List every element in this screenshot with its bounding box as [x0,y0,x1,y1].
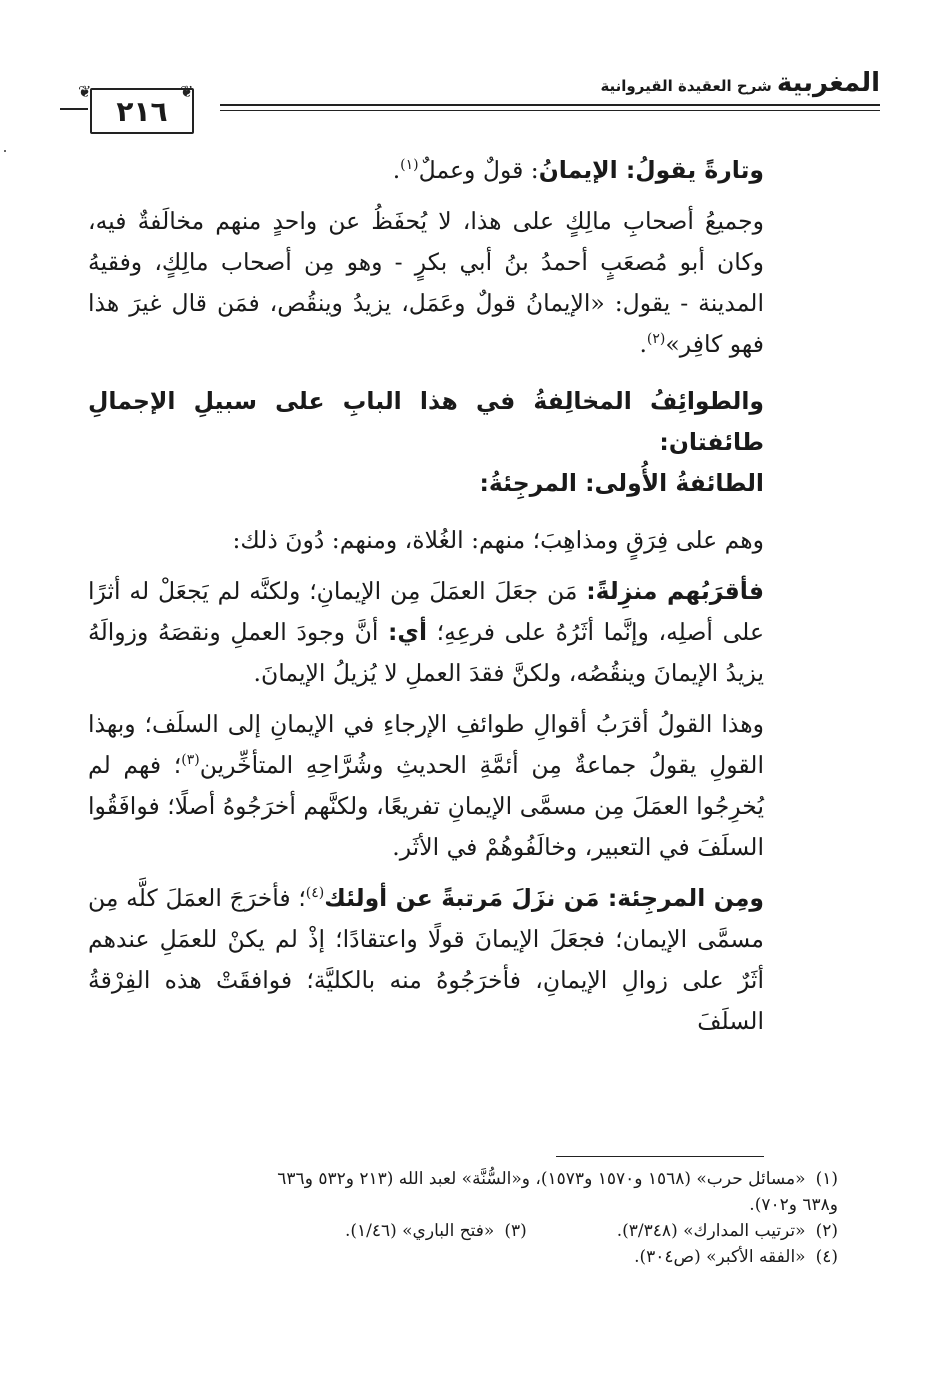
paragraph-6 [88,878,764,1042]
section-heading-1: والطوائِفُ المخالِفةُ في هذا البابِ على سبيلِ الإجمالِ طائفتان: [88,387,764,456]
paragraph-6-text: ؛ فأخرَجَ العمَلَ كلَّه مِن مسمَّى الإيمان؛ فجعَلَ الإيمانَ قولًا واعتقادًا؛ إذْ لم يكنْ للعمَلِ عندهم أثَرٌ على زوالِ الإيمانِ، فأخرَجُوهُ منه بالكليَّة؛ فوافقَتْ هذه الفِرْقةُ السلَفَ [88,884,764,1035]
footnote-3-text: «فتح الباري» (١/٤٦). [344,1221,495,1241]
running-title [600,68,880,98]
book-title: المغربية [776,68,880,98]
footnote-2-number: (٢) [815,1221,838,1241]
header-rule-thin [220,110,880,111]
header-rule-thick [220,104,880,106]
footnote-1-continued: و٦٣٨ و٧٠٢). [749,1195,838,1215]
paragraph-6-bold: ومِن المرجِئة: مَن نزَلَ مَرتبةً عن أولئك [324,884,765,912]
paragraph-1 [88,150,764,191]
paragraph-4-text: مَن جعَلَ العمَلَ مِن الإيمانِ؛ ولكنَّه لم يَجعَلْ له أثرًا على أصلِه، وإنَّما أثَرُهُ على فرعِهِ؛ [88,577,764,646]
paragraph-2-text: وجميعُ أصحابِ مالِكٍ على هذا، لا يُحفَظُ عن واحدٍ منهم مخالَفةٌ فيه، وكان أبو مُصعَبٍ أحمدُ بنُ أبي بكرٍ - وهو مِن أصحاب مالِكٍ، وفقيهُ المدينة - يقول: «الإيمانُ قولٌ وعَمَل، يزيدُ وينقُص، فمَن قال غيرَ هذا فهو كافِر» [88,207,764,358]
footnote-1 [88,1166,838,1192]
footnote-1-number: (١) [815,1169,838,1189]
footnote-ref-1: (١) [400,157,419,174]
footnote-ref-3: (٣) [181,752,200,769]
footnote-4-text: «الفقه الأكبر» (ص٣٠٤). [634,1247,806,1267]
paragraph-2 [88,201,764,365]
header-rule-left [60,108,88,110]
footnote-4 [88,1244,838,1270]
paragraph-4-bold-2: أي: [388,618,428,646]
paragraph-4-end: أنَّ وجودَ العملِ ونقصَهُ وزوالَهُ يزيدُ الإيمانَ وينقُصُه، ولكنَّ فقدَ العملِ لا يُزيلُ الإيمانَ. [88,618,764,687]
footnote-ref-4: (٤) [305,885,325,902]
footnote-1-text: «مسائل حرب» (١٥٦٨ و١٥٧٠ و١٥٧٣)، و«السُّنَّة» لعبد الله (٢١٣ و٥٣٢ و٦٣٦ [277,1169,806,1189]
footnote-3 [345,1218,527,1244]
paragraph-3: وهم على فِرَقٍ ومذاهِبَ؛ منهم: الغُلاة، ومنهم: دُونَ ذلك: [232,526,764,554]
section-heading-2: الطائفةُ الأُولى: المرجِئةُ: [479,469,764,497]
paragraph-5 [88,704,764,868]
paragraph-4-bold: فأقرَبُهم منزِلةً: [586,577,764,605]
footnote-2 [617,1218,838,1244]
paragraph-1-bold: وتارةً يقولُ: الإيمانُ [538,156,764,184]
ornament-left-icon: ❦ [78,82,92,101]
paragraph-5-end: ؛ فهم لم يُخرِجُوا العمَلَ مِن مسمَّى الإيمانِ تفريعًا، ولكنَّهم أخرَجُوهُ أصلًا؛ فوافَقُوا السلَفَ في التعبير، وخالَفُوهُمْ في الأثَر. [88,751,764,861]
page-number-frame [90,88,194,134]
paragraph-4 [88,571,764,694]
paragraph-2-end: . [639,330,647,358]
paragraph-1-text: : قولٌ وعملٌ [418,156,539,184]
footnote-2-text: «ترتيب المدارك» (٣/٣٤٨). [616,1221,806,1241]
paragraph-1-end: . [392,156,401,184]
footnote-ref-2: (٢) [646,331,666,348]
paragraph-5-text: وهذا القولُ أقرَبُ أقوالِ طوائفِ الإرجاءِ في الإيمانِ إلى السلَف؛ وبهذا القولِ يقولُ جماعةٌ مِن أئمَّةِ الحديثِ وشُرَّاحِهِ المتأخِّرين [88,710,764,779]
scan-speck [4,150,6,152]
footnote-3-number: (٣) [504,1221,527,1241]
footnote-4-number: (٤) [815,1247,838,1267]
footnote-row-2-3 [88,1218,838,1244]
ornament-right-icon: ❦ [180,82,194,101]
book-subtitle: شرح العقيدة القيروانية [600,77,772,95]
footnotes [88,1166,838,1270]
page-number: ٢١٦ [116,94,168,128]
page-header [60,68,880,138]
footnote-separator [556,1156,764,1157]
main-text [88,150,764,1042]
